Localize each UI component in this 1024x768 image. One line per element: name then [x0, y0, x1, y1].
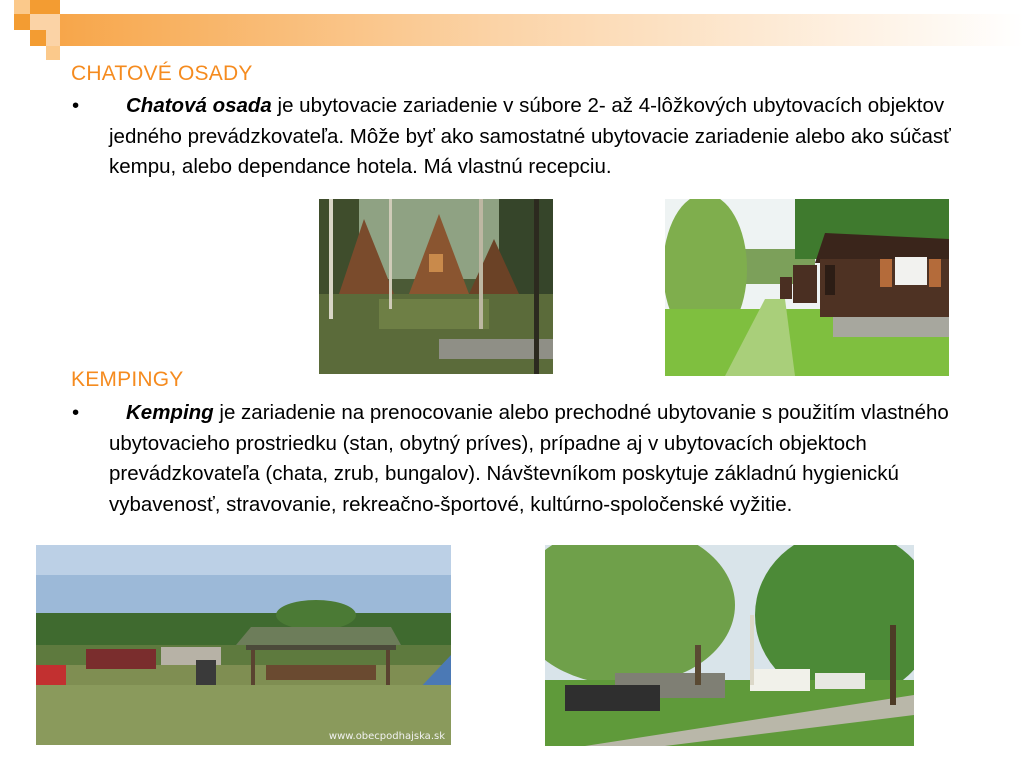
photo-wooden-cabins	[665, 199, 949, 376]
term-kemping: Kemping	[126, 401, 214, 424]
term-chatova-osada: Chatová osada	[126, 94, 272, 117]
bullet: •	[72, 401, 80, 424]
decor-square	[14, 0, 30, 14]
section-heading-chatove-osady: CHATOVÉ OSADY	[71, 62, 253, 85]
decor-square	[14, 14, 30, 30]
paragraph-chatove-osady	[72, 91, 1012, 183]
decor-square	[46, 46, 60, 60]
bullet: •	[72, 94, 80, 117]
photo-watermark: www.obecpodhajska.sk	[328, 731, 445, 742]
photo-caravans-trees	[545, 545, 914, 746]
definition-text: je zariadenie na prenocovanie alebo prechodné ubytovanie s použitím vlastného ubytovacieho prostriedku (stan, obytný príves), prípadne aj v ubytovacích objektoch prevádzkovateľa (chata, zrub, bungalov). Návštevníkom poskytuje základnú hygienickú vybavenosť, stravovanie, rekreačno-športové, kultúrno-spoločenské vyžitie.	[109, 401, 949, 516]
photo-forest-chalets	[319, 199, 553, 374]
paragraph-kempingy	[72, 398, 1012, 520]
decor-square	[30, 0, 60, 14]
definition-text: je ubytovacie zariadenie v súbore 2- až 4-lôžkových ubytovacích objektov jedného prevádzkovateľa. Môže byť ako samostatné ubytovacie zariadenie alebo ako súčasť kempu, alebo dependance hotela. Má vlastnú recepciu.	[109, 94, 951, 178]
section-heading-kempingy: KEMPINGY	[71, 368, 184, 391]
decor-square	[30, 30, 46, 46]
header-gradient-bar	[60, 14, 1024, 46]
photo-campsite-gazebo	[36, 545, 451, 745]
